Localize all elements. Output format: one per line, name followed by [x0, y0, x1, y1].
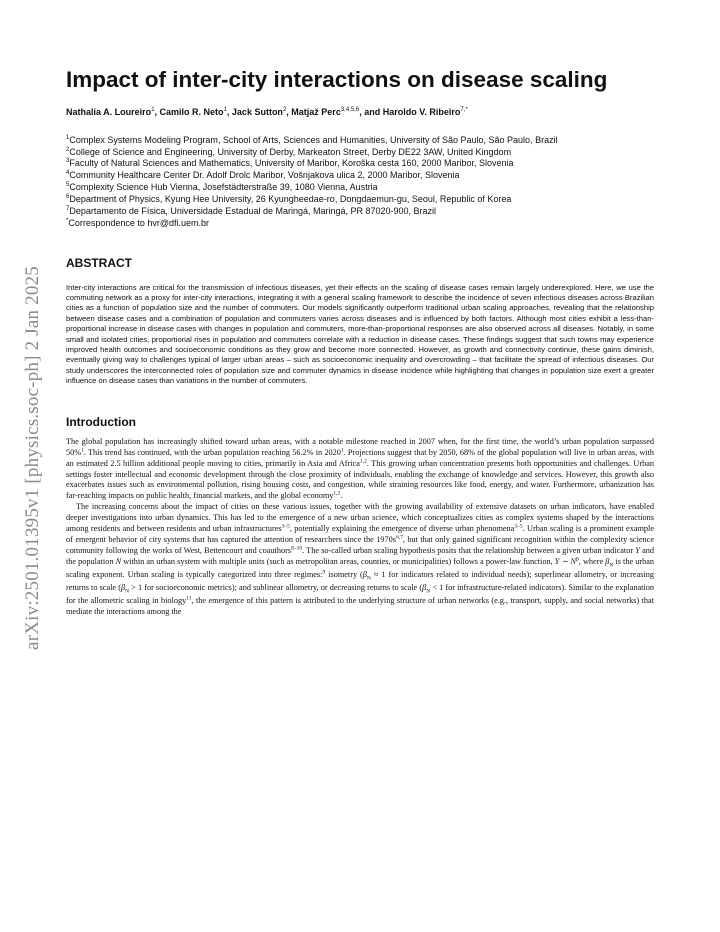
citation-mark: 9 [322, 569, 326, 576]
paper-page [66, 66, 654, 618]
citation-mark: 1,2 [333, 490, 341, 497]
author-affiliation-mark: 1 [223, 107, 227, 113]
abstract-heading: ABSTRACT [66, 255, 132, 270]
author-affiliation-mark: 3,4,5,6 [340, 107, 360, 113]
affiliation-item: $^3$Faculty of Natural Sciences and Mathematics, University of Maribor, Koroška cesta 160, 2000 Maribor, Slovenia [66, 158, 514, 169]
citation-mark: 1 [340, 446, 344, 453]
introduction-heading: Introduction [66, 414, 136, 429]
author-name: Nathalia A. Loureiro [66, 107, 152, 117]
author-list: Nathalia A. Loureiro$^1$, Camilo R. Neto$^1$, Jack Sutton$^2$, Matjaž Perc$^{3,4,5,6}$, and Haroldo V. Ribeiro$^{7,*}$ [66, 107, 468, 117]
citation-mark: 1,2 [359, 457, 367, 464]
author-name: Haroldo V. Ribeiro [382, 107, 461, 117]
author-name: Matjaž Perc [291, 107, 341, 117]
affiliation-list [66, 135, 654, 230]
citation-mark: 3–5 [281, 523, 290, 530]
affiliation-item: $^5$Complexity Science Hub Vienna, Josefstädterstraße 39, 1080 Vienna, Austria [66, 182, 378, 193]
abstract-text: Inter-city interactions are critical for the transmission of infectious diseases, yet their effects on the scaling of disease cases remain largely underexplored. Here, we use the commuting network as a proxy for inter-city interactions, integrating it with a general scaling framework to describe the incidence of seven infectious diseases across Brazilian cities as a function of population size and the number of commuters. Our models significantly outperform traditional urban scaling approaches, revealing that the relationship between disease cases and a combination of population and commuters varies across diseases and is influenced by both factors. Although most cities exhibit a less-than-proportional increase in disease cases with changes in population and commuters, more-than-proportional responses are also observed across all diseases. Notably, in some small and isolated cities, proportional rises in population and commuters correlate with a reduction in disease cases. These findings suggest that such towns may experience improved health outcomes and socioeconomic conditions as they grow and become more connected. However, as growth and connectivity continue, these gains diminish, eventually giving way to challenges typical of larger urban areas – such as socioeconomic inequality and overcrowding – that facilitate the spread of infectious diseases. Our study underscores the interconnected roles of population size and commuter dynamics in disease incidence while highlighting that changes in population size exert a greater influence on disease cases than variations in the number of commuters. [66, 282, 654, 386]
author-affiliation-mark: 1 [151, 107, 155, 113]
arxiv-side-stamp [18, 238, 48, 678]
author-name: Camilo R. Neto [159, 107, 224, 117]
affiliation-item: *Correspondence to hvr@dfi.uem.br [66, 217, 210, 228]
affiliation-item: $^7$Departamento de Física, Universidade Estadual de Maringá, Maringá, PR 87020-900, Brazil [66, 205, 437, 216]
introduction-body [66, 437, 654, 618]
intro-paragraph-1: The global population has increasingly shifted toward urban areas, with a notable milestone reached in 2007 when, for the first time, the world’s urban population surpassed 50%$^1$. This trend has continued, with the urban population reaching 56.2% in 2020$^1$. Projections suggest that by 2050, 68% of the global population will live in urban areas, with an estimated 2.5 billion additional people moving to cities, primarily in Asia and Africa$^{1,2}$. This growing urban concentration presents both opportunities and challenges. Urban settings foster intellectual and economic development through the close proximity of individuals, enabling the exchange of knowledge and services. However, this growth also exacerbates issues such as environmental pollution, rising housing costs, and congestion, while straining resources like food, energy, and water. Furthermore, urbanization has far-reaching impacts on public health, financial markets, and the global economy$^{1,2}$. [66, 436, 654, 501]
affiliation-item: $^6$Department of Physics, Kyung Hee University, 26 Kyungheedae-ro, Dongdaemun-gu, Seoul, Republic of Korea [66, 194, 512, 205]
affiliation-item: $^4$Community Healthcare Center Dr. Adolf Drolc Maribor, Vošnjakova ulica 2, 2000 Maribor, Slovenia [66, 170, 460, 181]
citation-mark: β [575, 556, 579, 563]
citation-mark: 6,7 [395, 534, 403, 541]
citation-mark: 1 [81, 446, 84, 453]
author-name: Jack Sutton [231, 107, 283, 117]
author-affiliation-mark: 2 [282, 107, 287, 113]
author-affiliation-mark: 7,* [460, 107, 468, 113]
affiliation-item: $^2$College of Science and Engineering, University of Derby, Markeaton Street, Derby DE22 3AW, United Kingdom [66, 146, 512, 157]
intro-paragraph-2: The increasing concerns about the impact of cities on these various issues, together with the growing availability of extensive datasets on urban indicators, have enabled deeper investigations into urban dynamics. This has led to the emergence of a new urban science, which conceptualizes cities as complex systems shaped by the interactions among residents and between residents and urban infrastructures$^{3-5}$, potentially explaining the emergence of diverse urban phenomena$^{3-5}$. Urban scaling is a prominent example of emergent behavior of city systems that has captured the attention of researchers since the $1970s^{6,7}$, but that only gained significant recognition within the complexity science community following the works of West, Bettencourt and coauthors$^{8-10}$. The so-called urban scaling hypothesis posits that the relationship between a given urban indicator Y and the population N within an urban system with multiple units (such as metropolitan areas, counties, or municipalities) follows a power-law function, Y ∼ $N^\beta$, where $\beta_N$ is the urban scaling exponent. Urban scaling is typically categorized into three regimes:$^9$ isometry ($\beta_N \approx 1$ for indicators related to individual needs); superlinear allometry, or increasing returns to scale ($\beta_N > 1$ for socioeconomic metrics); and sublinear allometry, or decreasing returns to scale ($\beta_N < 1$ for infrastructure-related indicators). Similar to the explanation for the allometric scaling in biology$^{11}$, the emergence of this pattern is attributed to the underlying structure of urban networks (e.g., transport, supply, and social networks) that mediate the interactions among the [66, 502, 655, 617]
citation-mark: 11 [186, 595, 192, 602]
citation-mark: 8–10 [291, 545, 303, 552]
citation-mark: 3–5 [514, 523, 523, 530]
affiliation-item: $^1$Complex Systems Modeling Program, School of Arts, Sciences and Humanities, University of São Paulo, São Paulo, Brazil [66, 134, 558, 145]
arxiv-identifier: arXiv:2501.01395v1 [physics.soc-ph] 2 Jan 2025 [22, 266, 43, 650]
paper-title: Impact of inter-city interactions on disease scaling [66, 67, 608, 92]
